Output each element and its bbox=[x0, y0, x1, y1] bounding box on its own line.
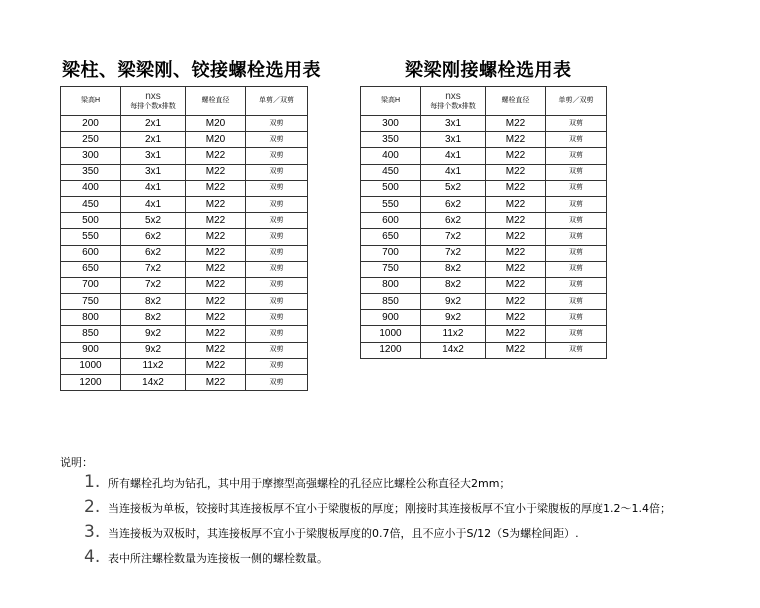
cell-shear-type: 双剪 bbox=[546, 229, 607, 245]
cell-bolt-diameter: M22 bbox=[486, 196, 546, 212]
table-row bbox=[61, 180, 308, 196]
cell-bolt-count: 4x1 bbox=[421, 148, 486, 164]
header-bolt-diameter: 螺栓直径 bbox=[186, 87, 246, 116]
cell-bolt-diameter: M22 bbox=[186, 277, 246, 293]
cell-beam-height: 900 bbox=[61, 342, 121, 358]
cell-bolt-count: 8x2 bbox=[421, 261, 486, 277]
cell-bolt-count: 8x2 bbox=[121, 294, 186, 310]
cell-shear-type: 双剪 bbox=[546, 326, 607, 342]
cell-shear-type: 双剪 bbox=[546, 294, 607, 310]
cell-shear-type: 双剪 bbox=[546, 342, 607, 358]
table-row bbox=[361, 261, 607, 277]
cell-shear-type: 双剪 bbox=[546, 213, 607, 229]
header-shear-type: 单剪／双剪 bbox=[546, 87, 607, 116]
table-row bbox=[61, 164, 308, 180]
cell-beam-height: 1000 bbox=[361, 326, 421, 342]
cell-shear-type: 双剪 bbox=[546, 132, 607, 148]
cell-beam-height: 350 bbox=[361, 132, 421, 148]
cell-shear-type: 双剪 bbox=[246, 229, 308, 245]
table-row bbox=[61, 213, 308, 229]
cell-shear-type: 双剪 bbox=[546, 180, 607, 196]
table-row bbox=[61, 116, 308, 132]
cell-bolt-count: 11x2 bbox=[121, 358, 186, 374]
right-table-title: 梁梁刚接螺栓选用表 bbox=[405, 60, 572, 81]
cell-shear-type: 双剪 bbox=[546, 164, 607, 180]
cell-bolt-count: 8x2 bbox=[121, 310, 186, 326]
note-item bbox=[84, 497, 671, 517]
cell-shear-type: 双剪 bbox=[246, 245, 308, 261]
cell-bolt-diameter: M22 bbox=[486, 132, 546, 148]
cell-bolt-count: 9x2 bbox=[121, 326, 186, 342]
table-row bbox=[61, 261, 308, 277]
note-text: 当连接板为单板，铰接时其连接板厚不宜小于梁腹板的厚度；刚接时其连接板厚不宜小于梁腹板的厚度1.2～1.4倍； bbox=[108, 502, 671, 515]
table-row bbox=[361, 180, 607, 196]
header-nxs: nxs bbox=[445, 90, 461, 102]
table-row bbox=[361, 342, 607, 358]
cell-beam-height: 300 bbox=[361, 116, 421, 132]
cell-shear-type: 双剪 bbox=[246, 116, 308, 132]
cell-bolt-diameter: M22 bbox=[186, 245, 246, 261]
left-table-title: 梁柱、梁梁刚、铰接螺栓选用表 bbox=[62, 60, 321, 81]
cell-shear-type: 双剪 bbox=[246, 294, 308, 310]
note-item bbox=[84, 522, 579, 542]
table-header-row bbox=[61, 87, 308, 116]
cell-bolt-diameter: M22 bbox=[486, 245, 546, 261]
cell-bolt-diameter: M22 bbox=[186, 326, 246, 342]
cell-bolt-diameter: M22 bbox=[186, 294, 246, 310]
cell-shear-type: 双剪 bbox=[546, 116, 607, 132]
cell-bolt-count: 9x2 bbox=[421, 310, 486, 326]
table-row bbox=[361, 245, 607, 261]
cell-bolt-count: 8x2 bbox=[421, 277, 486, 293]
cell-bolt-count: 5x2 bbox=[421, 180, 486, 196]
cell-bolt-count: 3x1 bbox=[121, 148, 186, 164]
note-number: 3. bbox=[84, 522, 101, 542]
note-text: 当连接板为双板时，其连接板厚不宜小于梁腹板厚度的0.7倍，且不应小于S/12（S为螺栓间距）. bbox=[108, 527, 579, 540]
cell-beam-height: 500 bbox=[361, 180, 421, 196]
cell-shear-type: 双剪 bbox=[246, 310, 308, 326]
cell-beam-height: 650 bbox=[61, 261, 121, 277]
table-row bbox=[361, 326, 607, 342]
cell-beam-height: 700 bbox=[61, 277, 121, 293]
cell-beam-height: 600 bbox=[361, 213, 421, 229]
table-row bbox=[361, 116, 607, 132]
table-row bbox=[61, 196, 308, 212]
header-bolt-count-label: 每排个数x排数 bbox=[130, 102, 176, 110]
notes-heading: 说明： bbox=[60, 456, 93, 469]
cell-bolt-diameter: M22 bbox=[186, 213, 246, 229]
cell-bolt-count: 4x1 bbox=[421, 164, 486, 180]
cell-bolt-count: 6x2 bbox=[121, 245, 186, 261]
table-row bbox=[61, 148, 308, 164]
cell-bolt-diameter: M22 bbox=[486, 180, 546, 196]
table-row bbox=[61, 375, 308, 391]
cell-bolt-diameter: M22 bbox=[486, 213, 546, 229]
table-row bbox=[361, 164, 607, 180]
table-row bbox=[61, 132, 308, 148]
table-row bbox=[61, 294, 308, 310]
table-row bbox=[61, 326, 308, 342]
cell-bolt-diameter: M22 bbox=[186, 180, 246, 196]
cell-bolt-diameter: M20 bbox=[186, 116, 246, 132]
cell-beam-height: 800 bbox=[61, 310, 121, 326]
table-row bbox=[361, 132, 607, 148]
cell-shear-type: 双剪 bbox=[246, 342, 308, 358]
cell-shear-type: 双剪 bbox=[246, 375, 308, 391]
cell-bolt-diameter: M22 bbox=[186, 196, 246, 212]
cell-bolt-diameter: M22 bbox=[486, 116, 546, 132]
cell-bolt-count: 14x2 bbox=[421, 342, 486, 358]
cell-bolt-diameter: M22 bbox=[186, 148, 246, 164]
cell-beam-height: 1000 bbox=[61, 358, 121, 374]
cell-shear-type: 双剪 bbox=[246, 277, 308, 293]
cell-shear-type: 双剪 bbox=[246, 180, 308, 196]
right-bolt-table bbox=[360, 86, 607, 359]
table-row bbox=[361, 148, 607, 164]
table-row bbox=[361, 196, 607, 212]
cell-beam-height: 200 bbox=[61, 116, 121, 132]
cell-bolt-count: 3x1 bbox=[121, 164, 186, 180]
cell-bolt-diameter: M22 bbox=[486, 310, 546, 326]
cell-shear-type: 双剪 bbox=[246, 148, 308, 164]
header-beam-height: 梁高H bbox=[361, 87, 421, 116]
cell-shear-type: 双剪 bbox=[246, 213, 308, 229]
header-nxs: nxs bbox=[145, 90, 161, 102]
table-row bbox=[61, 245, 308, 261]
note-text: 表中所注螺栓数量为连接板一侧的螺栓数量。 bbox=[108, 552, 328, 565]
cell-beam-height: 800 bbox=[361, 277, 421, 293]
cell-bolt-count: 6x2 bbox=[421, 213, 486, 229]
left-bolt-table bbox=[60, 86, 308, 391]
cell-shear-type: 双剪 bbox=[546, 148, 607, 164]
cell-bolt-count: 6x2 bbox=[421, 196, 486, 212]
cell-bolt-diameter: M22 bbox=[486, 148, 546, 164]
header-bolt-diameter: 螺栓直径 bbox=[486, 87, 546, 116]
cell-beam-height: 850 bbox=[61, 326, 121, 342]
cell-shear-type: 双剪 bbox=[546, 196, 607, 212]
cell-bolt-diameter: M22 bbox=[486, 164, 546, 180]
cell-bolt-diameter: M22 bbox=[486, 342, 546, 358]
cell-bolt-diameter: M20 bbox=[186, 132, 246, 148]
cell-beam-height: 450 bbox=[61, 196, 121, 212]
header-beam-height: 梁高H bbox=[61, 87, 121, 116]
note-text: 所有螺栓孔均为钻孔，其中用于摩擦型高强螺栓的孔径应比螺栓公称直径大2mm； bbox=[108, 477, 511, 490]
cell-bolt-count: 7x2 bbox=[421, 229, 486, 245]
cell-bolt-diameter: M22 bbox=[186, 375, 246, 391]
cell-bolt-diameter: M22 bbox=[186, 164, 246, 180]
cell-bolt-count: 6x2 bbox=[121, 229, 186, 245]
cell-bolt-count: 14x2 bbox=[121, 375, 186, 391]
cell-bolt-count: 3x1 bbox=[421, 116, 486, 132]
cell-bolt-count: 3x1 bbox=[421, 132, 486, 148]
cell-shear-type: 双剪 bbox=[546, 277, 607, 293]
cell-shear-type: 双剪 bbox=[246, 196, 308, 212]
table-row bbox=[361, 229, 607, 245]
note-item bbox=[84, 472, 510, 492]
table-row bbox=[61, 277, 308, 293]
cell-beam-height: 400 bbox=[61, 180, 121, 196]
cell-shear-type: 双剪 bbox=[546, 310, 607, 326]
table-header-row bbox=[361, 87, 607, 116]
cell-bolt-count: 2x1 bbox=[121, 116, 186, 132]
cell-beam-height: 1200 bbox=[361, 342, 421, 358]
table-row bbox=[61, 229, 308, 245]
cell-shear-type: 双剪 bbox=[246, 164, 308, 180]
cell-beam-height: 650 bbox=[361, 229, 421, 245]
cell-beam-height: 400 bbox=[361, 148, 421, 164]
cell-bolt-count: 4x1 bbox=[121, 196, 186, 212]
cell-beam-height: 550 bbox=[361, 196, 421, 212]
cell-bolt-count: 4x1 bbox=[121, 180, 186, 196]
table-row bbox=[61, 310, 308, 326]
header-bolt-count bbox=[421, 87, 486, 116]
cell-beam-height: 750 bbox=[361, 261, 421, 277]
note-number: 2. bbox=[84, 497, 101, 517]
cell-bolt-diameter: M22 bbox=[186, 229, 246, 245]
cell-bolt-count: 5x2 bbox=[121, 213, 186, 229]
cell-beam-height: 450 bbox=[361, 164, 421, 180]
table-row bbox=[361, 294, 607, 310]
cell-bolt-count: 7x2 bbox=[421, 245, 486, 261]
cell-bolt-diameter: M22 bbox=[486, 229, 546, 245]
cell-bolt-diameter: M22 bbox=[486, 294, 546, 310]
cell-beam-height: 1200 bbox=[61, 375, 121, 391]
cell-shear-type: 双剪 bbox=[546, 245, 607, 261]
header-bolt-count-label: 每排个数x排数 bbox=[430, 102, 476, 110]
table-row bbox=[361, 213, 607, 229]
cell-bolt-count: 2x1 bbox=[121, 132, 186, 148]
cell-bolt-count: 9x2 bbox=[121, 342, 186, 358]
table-row bbox=[361, 310, 607, 326]
note-item bbox=[84, 547, 328, 567]
cell-beam-height: 300 bbox=[61, 148, 121, 164]
cell-beam-height: 850 bbox=[361, 294, 421, 310]
table-row bbox=[61, 342, 308, 358]
cell-bolt-diameter: M22 bbox=[186, 261, 246, 277]
cell-beam-height: 600 bbox=[61, 245, 121, 261]
cell-bolt-count: 7x2 bbox=[121, 261, 186, 277]
cell-bolt-diameter: M22 bbox=[186, 342, 246, 358]
header-bolt-count bbox=[121, 87, 186, 116]
cell-beam-height: 550 bbox=[61, 229, 121, 245]
cell-shear-type: 双剪 bbox=[246, 261, 308, 277]
cell-beam-height: 250 bbox=[61, 132, 121, 148]
cell-bolt-diameter: M22 bbox=[486, 326, 546, 342]
cell-shear-type: 双剪 bbox=[246, 326, 308, 342]
cell-bolt-diameter: M22 bbox=[186, 310, 246, 326]
cell-bolt-count: 11x2 bbox=[421, 326, 486, 342]
cell-bolt-count: 7x2 bbox=[121, 277, 186, 293]
cell-beam-height: 350 bbox=[61, 164, 121, 180]
cell-shear-type: 双剪 bbox=[246, 358, 308, 374]
cell-bolt-diameter: M22 bbox=[486, 261, 546, 277]
header-shear-type: 单剪／双剪 bbox=[246, 87, 308, 116]
cell-bolt-diameter: M22 bbox=[186, 358, 246, 374]
table-row bbox=[61, 358, 308, 374]
cell-beam-height: 500 bbox=[61, 213, 121, 229]
cell-bolt-diameter: M22 bbox=[486, 277, 546, 293]
cell-beam-height: 750 bbox=[61, 294, 121, 310]
cell-shear-type: 双剪 bbox=[546, 261, 607, 277]
cell-shear-type: 双剪 bbox=[246, 132, 308, 148]
note-number: 1. bbox=[84, 472, 101, 492]
cell-bolt-count: 9x2 bbox=[421, 294, 486, 310]
cell-beam-height: 700 bbox=[361, 245, 421, 261]
note-number: 4. bbox=[84, 547, 101, 567]
cell-beam-height: 900 bbox=[361, 310, 421, 326]
table-row bbox=[361, 277, 607, 293]
